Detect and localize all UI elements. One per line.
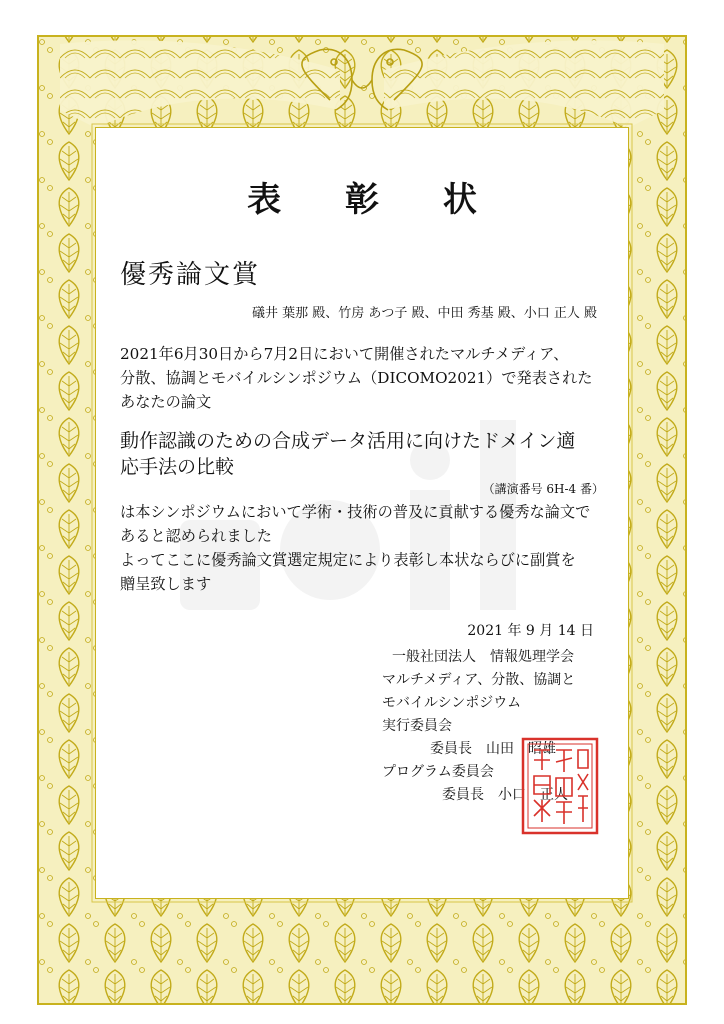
exec-chair: 委員長 山田 昭雄 [430, 741, 556, 757]
statement-line: は本シンポジウムにおいて学術・技術の普及に貢献する優秀な論文で [120, 503, 591, 521]
statement-line: あると認められました [120, 527, 272, 545]
official-seal [520, 736, 600, 836]
certificate-title: 表 彰 状 [247, 180, 503, 220]
exec-committee: 実行委員会 [382, 718, 452, 734]
intro-line: 2021年6月30日から7月2日において開催されたマルチメディア、 [120, 345, 569, 363]
statement-line: 贈呈致します [120, 575, 212, 593]
award-name: 優秀論文賞 [120, 260, 261, 290]
lecture-number: （講演番号 6H-4 番） [482, 482, 604, 496]
award-statement [120, 500, 610, 596]
recipient-names: 礒井 葉那 殿、竹房 あつ子 殿、中田 秀基 殿、小口 正人 殿 [251, 306, 597, 321]
intro-line: あなたの論文 [120, 393, 212, 411]
symposium-name-line1: マルチメディア、分散、協調と [382, 672, 576, 688]
symposium-name-line2: モバイルシンポジウム [382, 695, 522, 711]
award-date: 2021 年 9 月 14 日 [467, 623, 594, 639]
program-chair: 委員長 小口 正人 [442, 787, 568, 803]
paper-title [120, 428, 610, 480]
program-committee: プログラム委員会 [382, 764, 494, 780]
intro-paragraph [120, 342, 610, 414]
paper-title-line: 応手法の比較 [120, 456, 235, 478]
intro-line: 分散、協調とモバイルシンポジウム（DICOMO2021）で発表された [120, 369, 593, 387]
paper-title-line: 動作認識のための合成データ活用に向けたドメイン適 [120, 430, 576, 452]
statement-line: よってここに優秀論文賞選定規定により表彰し本状ならびに副賞を [120, 551, 576, 569]
society-name: 一般社団法人 情報処理学会 [392, 649, 574, 665]
